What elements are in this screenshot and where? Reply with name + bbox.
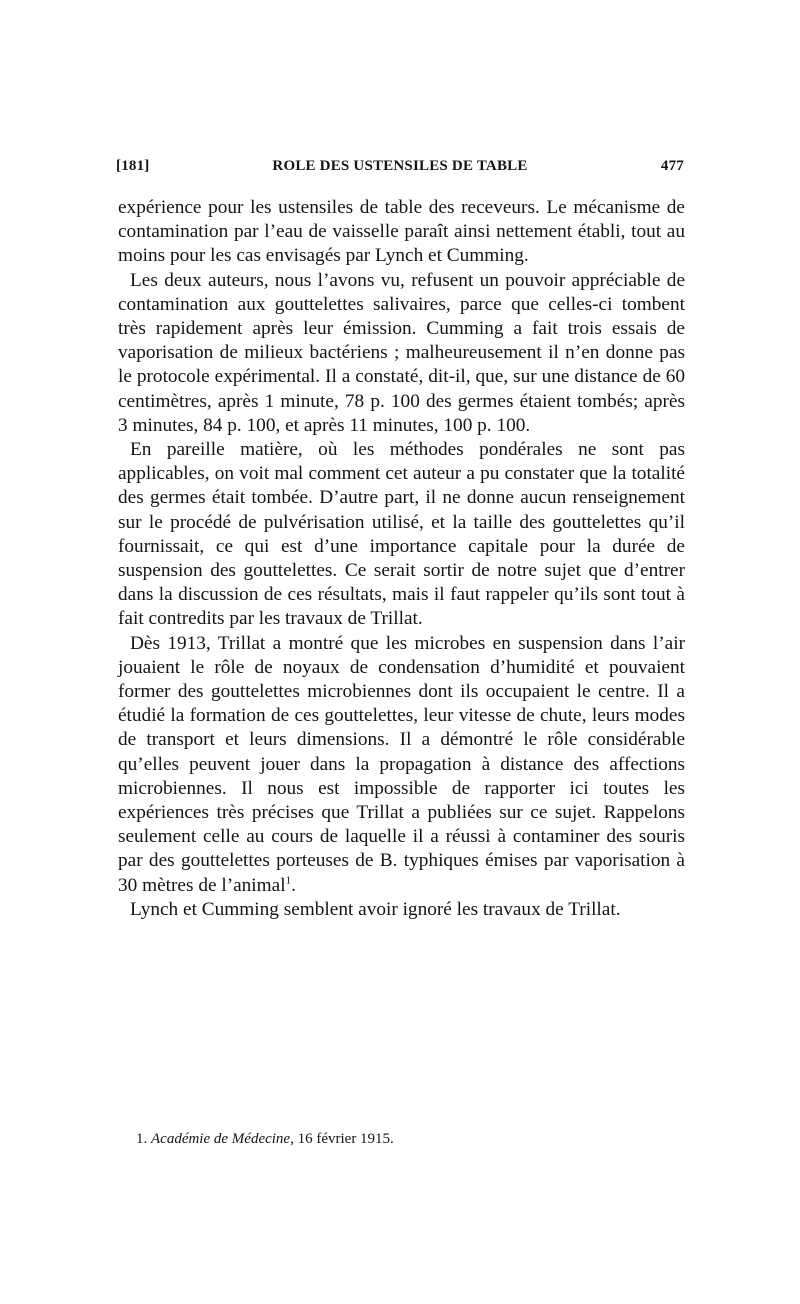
paragraph-5-text: Lynch et Cumming semblent avoir ignoré les travaux de Trillat. bbox=[130, 898, 621, 920]
page-number: 477 bbox=[660, 158, 684, 174]
footnote-reference: 1 bbox=[285, 874, 292, 887]
section-number: [181] bbox=[116, 158, 150, 174]
body-text bbox=[118, 196, 685, 922]
running-head bbox=[116, 158, 684, 180]
footnote bbox=[136, 1129, 676, 1149]
footnote-source: Académie de Médecine bbox=[151, 1131, 291, 1147]
paragraph-1-text: expérience pour les ustensiles de table des receveurs. Le mécanisme de contamination par l’eau de vaisselle paraît ainsi nettement établi, tout au moins pour les cas envisagés par Lynch et Cumming. bbox=[118, 197, 685, 267]
paragraph-4-tail: . bbox=[291, 874, 296, 896]
paragraph-4 bbox=[118, 632, 685, 898]
paragraph-2 bbox=[118, 269, 685, 438]
paragraph-2-text: Les deux auteurs, nous l’avons vu, refusent un pouvoir appréciable de contamination aux gouttelettes salivaires, parce que celles-ci tombent très rapidement après leur émission. Cumming a fait trois essais de vaporisation de milieux bactériens ; malheureusement il n’en donne pas le protocole expérimental. Il a constaté, dit-il, que, sur une distance de 60 centimètres, après 1 minute, 78 p. 100 des germes étaient tombés; après 3 minutes, 84 p. 100, et après 11 minutes, 100 p. 100. bbox=[118, 269, 685, 436]
paragraph-4-text: Dès 1913, Trillat a montré que les microbes en suspension dans l’air jouaient le rôle de noyaux de condensation d’humidité et pouvaient former des gouttelettes microbiennes dont ils occupaient le centre. Il a étudié la formation de ces gouttelettes, leur vitesse de chute, leurs modes de transport et leurs dimensions. Il a démontré le rôle considérable qu’elles peuvent jouer dans la propagation à distance des affections microbiennes. Il nous est impossible de rapporter ici toutes les expériences très précises que Trillat a publiées sur ce sujet. Rappelons seulement celle au cours de laquelle il a réussi à contaminer des souris par des gouttelettes porteuses de B. typhiques émises par vaporisation à 30 mètres de l’animal bbox=[118, 632, 685, 896]
paragraph-3 bbox=[118, 438, 685, 632]
paragraph-5 bbox=[118, 898, 685, 922]
paragraph-1 bbox=[118, 196, 685, 269]
paragraph-3-text: En pareille matière, où les méthodes pondérales ne sont pas applicables, on voit mal comment cet auteur a pu constater que la totalité des germes était tombée. D’autre part, il ne donne aucun renseignement sur le procédé de pulvérisation utilisé, et la taille des gouttelettes qu’il fournissait, ce qui est d’une importance capitale pour la durée de suspension des gouttelettes. Ce serait sortir de notre sujet que d’entrer dans la discussion de ces résultats, mais il faut rappeler qu’ils sont tout à fait contredits par les travaux de Trillat. bbox=[118, 439, 685, 630]
footnote-date: , 16 février 1915. bbox=[290, 1131, 394, 1147]
footnote-number: 1. bbox=[136, 1131, 148, 1147]
running-title: ROLE DES USTENSILES DE TABLE bbox=[272, 158, 528, 174]
